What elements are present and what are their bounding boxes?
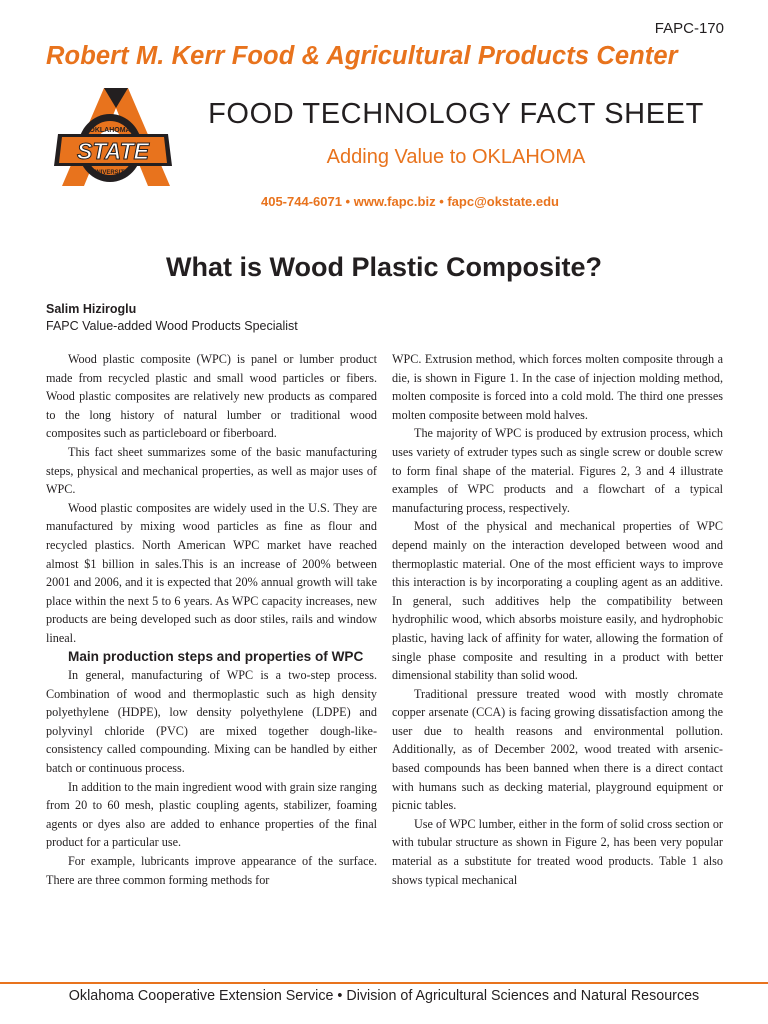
author-role: FAPC Value-added Wood Products Specialist <box>46 319 298 333</box>
fact-sheet-heading: FOOD TECHNOLOGY FACT SHEET <box>208 98 704 130</box>
logo-top-text: OKLAHOMA <box>89 127 131 134</box>
section-heading: Main production steps and properties of WPC <box>68 648 364 664</box>
paragraph: Wood plastic composites are widely used in the U.S. They are manufactured by mixing wood particles as fine as flour and recycled plastics. North American WPC market have reached almost $1 billion in sales.This is an increase of 200% between 2001 and 2006, and it is expected that 20% annual growth will take place within the next 5 to 6 years. As WPC capacity increases, new products are being developed such as door stiles, rails and window lineal. <box>46 500 377 645</box>
center-name: Robert M. Kerr Food & Agricultural Products Center <box>46 42 678 70</box>
paragraph: In general, manufacturing of WPC is a two-step process. Combination of wood and thermoplastic such as high density polyethylene (HDPE), low density polyethylene (LDPE) and polyvinyl chloride (PVC) are mixed together dough-like-consistency called compounding. Mixing can be handled by either batch or continuous process. <box>46 668 377 776</box>
paragraph: In addition to the main ingredient wood with grain size ranging from 20 to 60 mesh, plastic coupling agents, stabilizer, foaming agents or dyes also are added to enhance properties of the final product for a particular use. <box>46 779 377 850</box>
footer-text: Oklahoma Cooperative Extension Service • Division of Agricultural Sciences and Natural Resources <box>68 988 700 1004</box>
paragraph: Use of WPC lumber, either in the form of solid cross section or with tubular structure as shown in Figure 2, has been very popular material as a substitute for treated wood products. Table 1 also shows typical mechanical <box>392 816 723 887</box>
paragraph: Most of the physical and mechanical properties of WPC depend mainly on the interaction developed between wood and thermoplastic material. One of the most efficient ways to improve this interaction is by incorporating a coupling agent as an additive. In general, such additives help the compatibility between hydrophilic wood, which absorbs moisture easily, and hydrophobic plastic, having lack of affinity for water, allowing the formation of single phase composite and resulting in a product with better dimensional stability than solid wood. <box>392 519 723 683</box>
logo-bottom-text: UNIVERSITY <box>91 170 129 176</box>
paragraph: The majority of WPC is produced by extrusion process, which uses variety of extruder types such as single screw or double screw to form final shape of the material. Figures 2, 3 and 4 illustrate examples of WPC products and a flowchart of a typical manufacturing process, respectively. <box>392 426 723 515</box>
paragraph: For example, lubricants improve appearance of the surface. There are three common forming methods for <box>46 854 377 887</box>
paragraph: This fact sheet summarizes some of the basic manufacturing steps, physical and mechanical properties, as well as major uses of WPC. <box>46 444 377 497</box>
paragraph: Traditional pressure treated wood with mostly chromate copper arsenate (CCA) is facing growing dissatisfaction among the user due to health reasons and environmental pollution. Additionally, as of December 2002, wood treated with arsenic-based compounds has been banned when there is a direct contact with humans such as decking material, playground equipment or picnic tables. <box>392 686 723 813</box>
article-title: What is Wood Plastic Composite? <box>165 252 603 282</box>
column-right <box>392 350 723 889</box>
paragraph: Wood plastic composite (WPC) is panel or lumber product made from recycled plastic and small wood particles or fibers. Wood plastic composites are relatively new products as compared to the long history of natural lumber or traditional wood composites such as particleboard or fiberboard. <box>46 352 377 441</box>
osu-logo <box>44 86 178 192</box>
column-left <box>46 350 377 889</box>
document-code: FAPC-170 <box>654 20 724 37</box>
author-name: Salim Hiziroglu <box>46 302 137 316</box>
paragraph: WPC. Extrusion method, which forces molten composite through a die, is shown in Figure 1. In the case of injection molding method, molten composite is forced into a cold mold. The third one presses molten composite between mold halves. <box>392 352 723 422</box>
tagline: Adding Value to OKLAHOMA <box>326 146 586 168</box>
footer-rule <box>0 982 768 984</box>
contact-line: 405-744-6071 • www.fapc.biz • fapc@okstate.edu <box>260 194 560 209</box>
logo-state-text: STATE <box>77 138 149 164</box>
